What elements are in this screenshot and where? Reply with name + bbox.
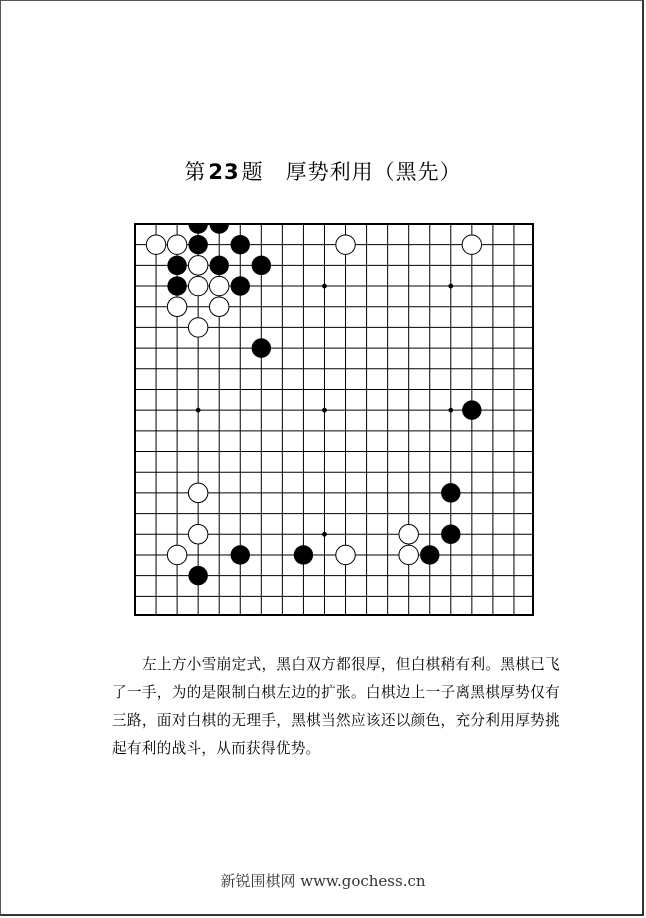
star-point bbox=[448, 284, 453, 289]
problem-label-prefix: 第 bbox=[184, 160, 207, 184]
star-point bbox=[322, 532, 327, 537]
black-stone bbox=[231, 276, 250, 295]
black-stone bbox=[231, 235, 250, 254]
star-point bbox=[322, 408, 327, 413]
white-stone bbox=[188, 256, 207, 275]
star-point bbox=[196, 408, 201, 413]
black-stone bbox=[188, 223, 207, 234]
go-board-svg bbox=[134, 223, 534, 616]
star-point bbox=[322, 284, 327, 289]
problem-label-suffix: 题 bbox=[241, 160, 264, 184]
problem-number: 23 bbox=[208, 160, 240, 184]
board-stones bbox=[146, 223, 481, 585]
black-stone bbox=[167, 256, 186, 275]
white-stone bbox=[146, 235, 165, 254]
white-stone bbox=[167, 235, 186, 254]
footer-url: www.gochess.cn bbox=[300, 872, 426, 890]
black-stone bbox=[209, 256, 228, 275]
black-stone bbox=[231, 545, 250, 564]
black-stone bbox=[441, 483, 460, 502]
white-stone bbox=[167, 297, 186, 316]
footer-site-name: 新锐围棋网 bbox=[220, 872, 296, 890]
white-stone bbox=[462, 235, 481, 254]
white-stone bbox=[209, 276, 228, 295]
black-stone bbox=[462, 400, 481, 419]
black-stone bbox=[252, 256, 271, 275]
black-stone bbox=[441, 525, 460, 544]
black-stone bbox=[252, 338, 271, 357]
white-stone bbox=[399, 545, 418, 564]
problem-name: 厚势利用（黑先） bbox=[285, 160, 462, 184]
white-stone bbox=[188, 318, 207, 337]
commentary-text: 左上方小雪崩定式，黑白双方都很厚，但白棋稍有利。黑棋已飞了一手，为的是限制白棋左边的扩张。白棋边上一子离黑棋厚势仅有三路，面对白棋的无理手，黑棋当然应该还以颜色，充分利用厚势挑起有利的战斗，从而获得优势。 bbox=[112, 656, 560, 757]
black-stone bbox=[209, 223, 228, 234]
black-stone bbox=[188, 566, 207, 585]
white-stone bbox=[336, 235, 355, 254]
problem-title bbox=[0, 156, 646, 186]
black-stone bbox=[188, 235, 207, 254]
white-stone bbox=[336, 545, 355, 564]
star-point bbox=[448, 408, 453, 413]
black-stone bbox=[294, 545, 313, 564]
white-stone bbox=[188, 525, 207, 544]
white-stone bbox=[209, 297, 228, 316]
white-stone bbox=[188, 276, 207, 295]
white-stone bbox=[188, 483, 207, 502]
white-stone bbox=[167, 545, 186, 564]
go-board bbox=[134, 223, 534, 616]
black-stone bbox=[167, 276, 186, 295]
white-stone bbox=[399, 525, 418, 544]
black-stone bbox=[420, 545, 439, 564]
footer bbox=[0, 870, 646, 891]
